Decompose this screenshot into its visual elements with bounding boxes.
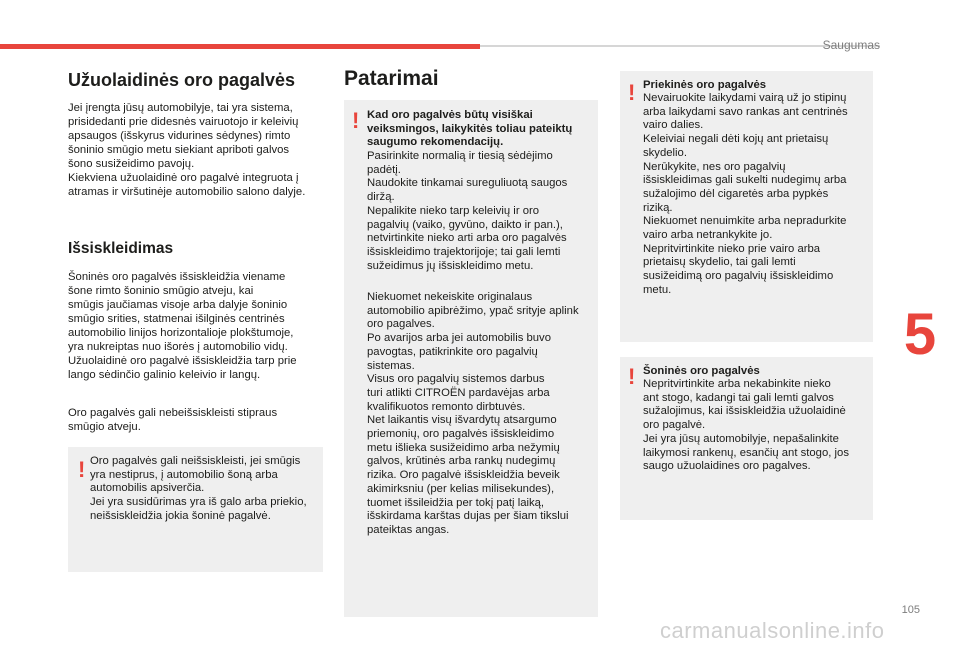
front-airbags-title: Priekinės oro pagalvės [643,79,767,91]
warning-icon: ! [352,108,360,133]
front-airbags-box [620,71,873,342]
watermark: carmanualsonline.info [660,618,885,643]
curtain-airbags-intro: Jei įrengta jūsų automobilyje, tai yra sistema, prisidedanti prie didesnės vairuotojo ir keleivių apsaugos (išskyrus vidurines sėdynes) rimto šoninio smūgio metu siekiant apriboti galvos šono susižeidimo pavojų. Kiekviena užuolaidinė oro pagalvė integruota į atramas ir viršutinėje automobilio salono dalyje. [68,102,306,198]
side-airbags-title: Šoninės oro pagalvės [643,365,760,377]
side-airbags-box [620,357,873,520]
warning-box-col1 [68,447,323,572]
deployment-title: Išsiskleidimas [68,240,174,257]
warning-text-col1: Oro pagalvės gali neišsiskleisti, jei smūgis yra nestiprus, į automobilio šoną arba automobilis apsiverčia. Jei yra susidūrimas yra iš galo arba priekio, neišsiskleidžia jokia šoninė pagalvė. [90,455,307,522]
tips-warning-text: Pasirinkite normalią ir tiesią sėdėjimo padėtį. Naudokite tinkamai sureguliuotą saugos diržą. Nepalikite nieko tarp keleivių ir oro pagalvių (vaiko, gyvūno, daikto ir pan.), netvirtinkite nieko arti arba oro pagalvės išsiskleidimo trajektorijoje; tai gali lemti sužeidimus jų išsiskleidimo metu. [367,150,568,272]
tips-warning-text-2: Niekuomet nekeiskite originalaus automobilio apibrėžimo, ypač srityje aplink oro pagalves. Po avarijos arba jei automobilis buvo pavogtas, patikrinkite oro pagalvių sistemas. Visus oro pagalvių sistemos darbus turi atlikti CITROËN pardavėjas arba kvalifikuotos remonto dirbtuvės. Net laikantis visų išvardytų atsargumo priemonių, oro pagalvės išsiskleidimo metu išlieka susižeidimo arba nežymių galvos, krūtinės arba rankų nudegimų rizika. Oro pagalvė išsiskleidžia beveik akimirksniu (per kelias milisekundes), tuomet išsileidžia per tokį patį laiką, išskirdama karštas dujas per šiam tikslui pateiktas angas. [367,291,579,536]
header-accent-bar [0,44,480,49]
front-airbags-text: Nevairuokite laikydami vairą už jo stipinų arba laikydami savo rankas ant centrinės vairo dalies. Keleiviai negali dėti kojų ant prietaisų skydelio. Nerūkykite, nes oro pagalvių išsiskleidimas gali sukelti nudegimų arba sužalojimo dėl cigaretės arba pypkės riziką. Niekuomet nenuimkite arba nepradurkite vairo arba netrankykite jo. Nepritvirtinkite nieko prie vairo arba prietaisų skydelio, tai gali lemti susižeidimą oro pagalvių išsiskleidimo metu. [643,92,848,296]
chapter-tab [880,280,960,390]
tips-warning-title: Kad oro pagalvės būtų visiškai veiksmingos, laikykitės toliau pateiktų saugumo rekomendacijų. [367,109,573,149]
deployment-text-2: Oro pagalvės gali nebeišsiskleisti stipraus smūgio atveju. [68,407,278,433]
warning-icon: ! [628,364,636,389]
side-airbags-text: Nepritvirtinkite arba nekabinkite nieko ant stogo, kadangi tai gali lemti galvos sužalojimus, kai išsiskleidžia užuolaidinė oro pagalvė. Jei yra jūsų automobilyje, nepašalinkite laikymosi rankenų, esančių ant stogo, jos saugo užuolaidines oro pagalves. [643,378,849,473]
warning-icon: ! [78,457,86,482]
page-number: 105 [901,604,920,616]
warning-box-col2 [344,100,598,617]
section-label: Saugumas [822,38,880,52]
chapter-number: 5 [903,302,937,367]
warning-icon: ! [628,80,636,105]
tips-title: Patarimai [344,67,439,90]
deployment-text: Šoninės oro pagalvės išsiskleidžia viename šone rimto šoninio smūgio atveju, kai smūgis jaučiamas visoje arba dalyje šoninio smūgio srities, statmenai išilginės centrinės automobilio linijos horizontalioje plokštumoje, yra nukreiptas nuo išorės į automobilio vidų. Užuolaidinė oro pagalvė išsiskleidžia tarp prie lango sėdinčio galinio keleivio ir langų. [68,271,297,381]
curtain-airbags-title: Užuolaidinės oro pagalvės [68,70,296,90]
